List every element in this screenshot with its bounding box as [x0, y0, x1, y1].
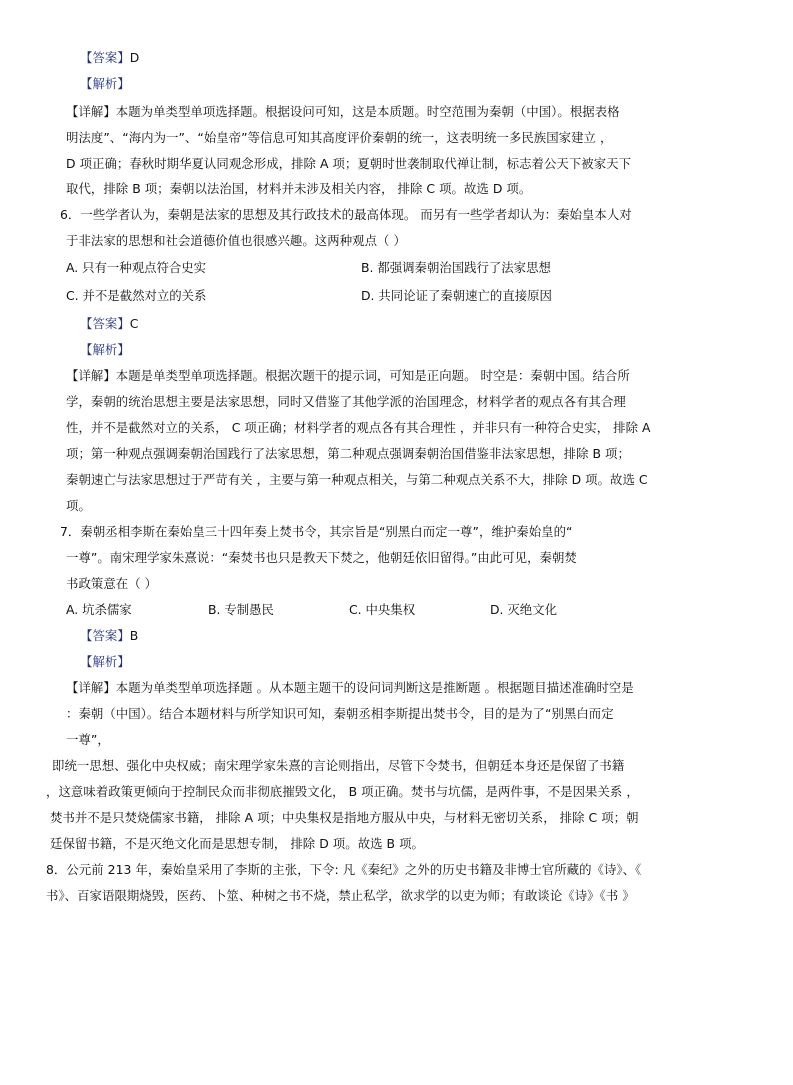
detail-line: 【详解】本题为单类型单项选择题 。从本题主题干的设问词判断这是推断题 。根据题目描述准确时空是 [66, 680, 634, 695]
detail-line: 【详解】本题是单类型单项选择题。根据次题干的提示词，可知是正向题。 时空是：秦朝中国。结合所 [66, 368, 630, 383]
answer-line [80, 50, 139, 66]
option-a: A. 只有一种观点符合史实 [66, 260, 207, 275]
option-c: C. 并不是截然对立的关系 [66, 288, 207, 303]
detail-line: 焚书并不是只焚烧儒家书籍， 排除 A 项；中央集权是指地方服从中央，与材料无密切关系， 排除 C 项；朝 [50, 810, 639, 825]
answer-label: 【答案】 [80, 316, 130, 331]
option-d: D. 灭绝文化 [490, 602, 557, 617]
answer-line [80, 628, 138, 644]
option-c: C. 中央集权 [349, 602, 416, 617]
detail-line: 【详解】本题为单类型单项选择题。根据设问可知，这是本质题。时空范围为秦朝（中国）。根据表格 [66, 104, 620, 119]
question-stem: 一尊”。南宋理学家朱熹说：“秦焚书也只是教天下焚之，他朝廷依旧留得。”由此可见，秦朝焚 [66, 550, 577, 565]
detail-line: 取代，排除 B 项；秦朝以法治国，材料并未涉及相关内容， 排除 C 项。故选 D 项。 [66, 181, 532, 196]
detail-line: 项；第一种观点强调秦朝治国践行了法家思想，第二种观点强调秦朝治国借鉴非法家思想，排除 B 项； [66, 446, 630, 461]
detail-line: 项。 [66, 498, 91, 513]
analysis-label: 【解析】 [80, 342, 130, 357]
question-stem: 书政策意在（ ） [66, 576, 158, 591]
detail-line: D 项正确；春秋时期华夏认同观念形成，排除 A 项；夏朝时世袭制取代禅让制，标志着公天下被家天下 [66, 156, 632, 171]
answer-value: C [129, 316, 139, 331]
detail-line: 明法度”、“海内为一”、“始皇帝”等信息可知其高度评价秦朝的统一，这表明统一多民族国家建立 ， [66, 130, 613, 145]
answer-line [80, 316, 138, 332]
detail-line: 廷保留书籍，不是灭绝文化而是思想专制， 排除 D 项。故选 B 项。 [50, 836, 424, 851]
option-b: B. 专制愚民 [208, 602, 274, 617]
question-stem: 8．公元前 213 年，秦始皇采用了李斯的主张，下令: 凡《秦纪》之外的历史书籍及非博士官所藏的《诗》、《 [46, 862, 642, 877]
detail-line: 秦朝速亡与法家思想过于严苛有关 ，主要与第一种观点相关，与第二种观点关系不大，排除 D 项。故选 C [66, 472, 648, 487]
answer-label: 【答案】 [80, 50, 130, 65]
detail-line: 学，秦朝的统治思想主要是法家思想，同时又借鉴了其他学派的治国理念，材料学者的观点各有其合理 [66, 394, 626, 409]
question-stem: 7．秦朝丞相李斯在秦始皇三十四年奏上焚书令，其宗旨是“别黑白而定一尊”，维护秦始皇的“ [60, 524, 573, 539]
question-stem: 书》、百家语限期烧毁，医药、卜筮、种树之书不烧，禁止私学，欲求学的以吏为师；有敢谈论《诗》《书 》 [46, 888, 635, 903]
option-a: A. 坑杀儒家 [66, 602, 132, 617]
option-d: D. 共同论证了秦朝速亡的直接原因 [361, 288, 552, 303]
analysis-label: 【解析】 [80, 654, 130, 669]
detail-line: 一尊”， [66, 732, 110, 747]
detail-line: 即统一思想、强化中央权威；南宋理学家朱熹的言论则指出，尽管下令焚书，但朝廷本身还是保留了书籍 [52, 758, 625, 773]
detail-line: ，这意味着政策更倾向于控制民众而非彻底摧毁文化， B 项正确。焚书与坑儒，是两件事，不是因果关系 ， [46, 784, 639, 799]
answer-value: D [129, 50, 140, 65]
question-stem: 6．一些学者认为，秦朝是法家的思想及其行政技术的最高体现。 而另有一些学者却认为：秦始皇本人对 [60, 207, 632, 222]
detail-line: ：秦朝（中国）。结合本题材料与所学知识可知，秦朝丞相李斯提出焚书令，目的是为了“别黑白而定 [66, 706, 614, 721]
answer-value: B [129, 628, 139, 643]
option-b: B. 都强调秦朝治国践行了法家思想 [361, 260, 551, 275]
answer-label: 【答案】 [80, 628, 130, 643]
question-stem: 于非法家的思想和社会道德价值也很感兴趣。这两种观点（ ） [66, 233, 406, 248]
detail-line: 性，并不是截然对立的关系， C 项正确；材料学者的观点各有其合理性 ，并非只有一种符合史实， 排除 A [66, 420, 651, 435]
analysis-label: 【解析】 [80, 76, 130, 91]
